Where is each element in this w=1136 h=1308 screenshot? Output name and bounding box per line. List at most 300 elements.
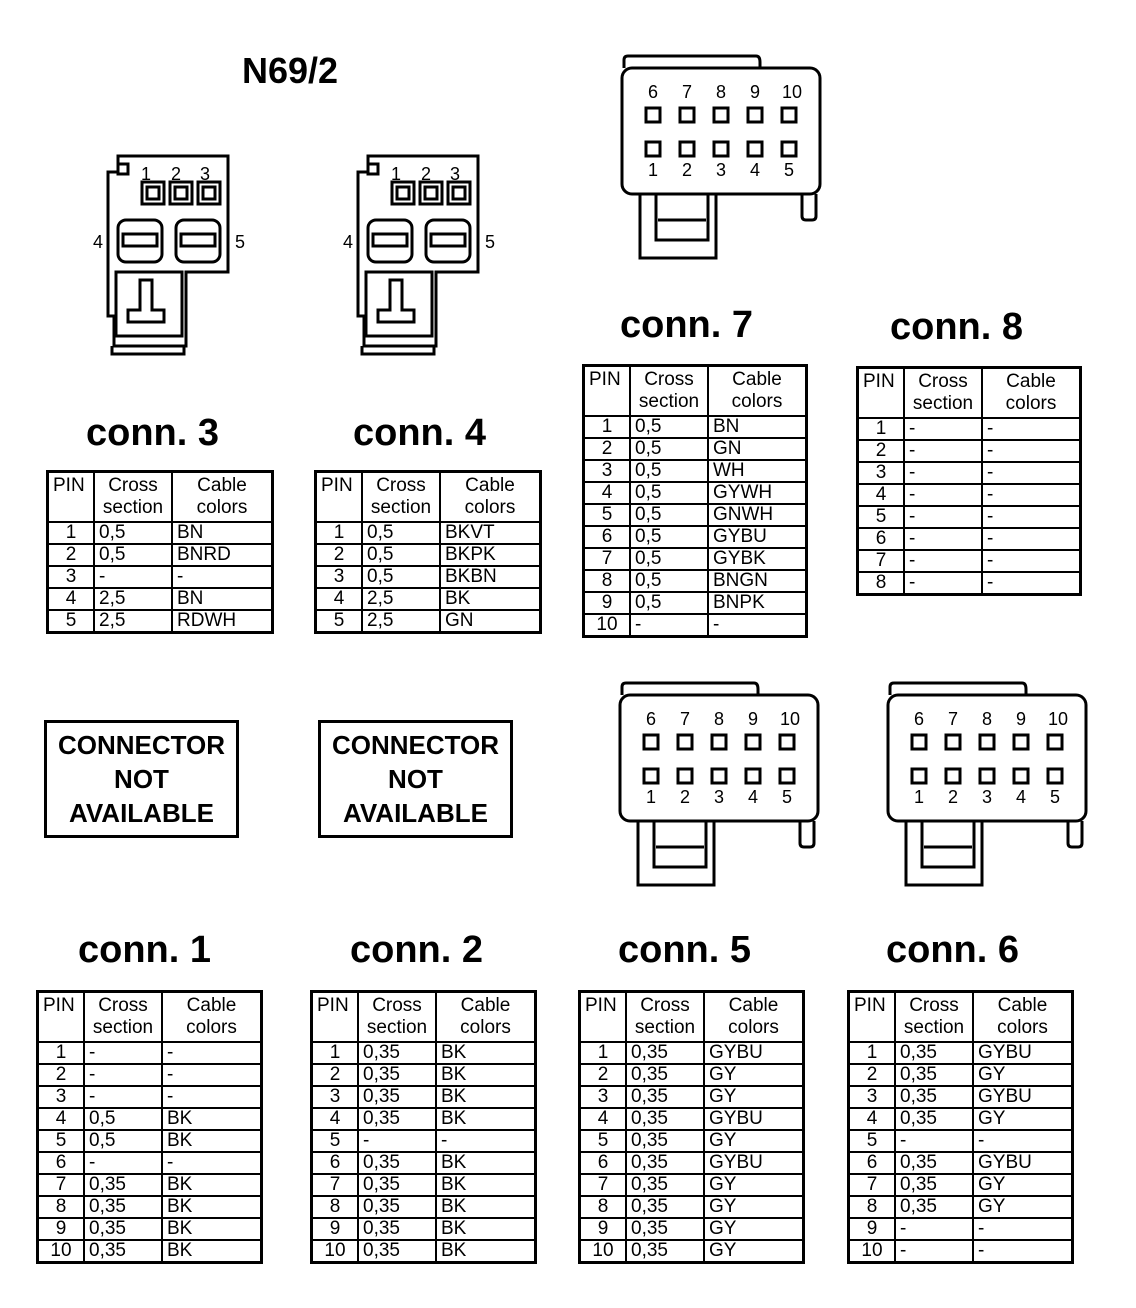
- header-cable-colors: Cable colors: [982, 368, 1081, 419]
- pin-label: 7: [947, 709, 959, 729]
- cross-section-cell: -: [904, 440, 982, 462]
- cable-color-cell: GYBU: [704, 1042, 804, 1064]
- table-row: [858, 572, 1081, 595]
- cross-section-cell: -: [94, 566, 172, 588]
- cable-color-cell: BNRD: [172, 544, 273, 566]
- cable-color-cell: BK: [436, 1240, 536, 1263]
- cable-color-cell: -: [982, 572, 1081, 595]
- pin-label: 8: [715, 82, 727, 102]
- pin-cell: 7: [580, 1174, 627, 1196]
- header-pin: PIN: [38, 992, 85, 1043]
- header-pin: PIN: [312, 992, 359, 1043]
- table-row: [580, 1042, 804, 1064]
- cable-color-cell: -: [436, 1130, 536, 1152]
- table-row: [849, 1130, 1073, 1152]
- pin-cell: 8: [38, 1196, 85, 1218]
- table-row: [849, 1108, 1073, 1130]
- pin-cell: 10: [580, 1240, 627, 1263]
- header-cross-section: Cross section: [84, 992, 162, 1043]
- table-row: [584, 614, 807, 637]
- cross-section-cell: 0,35: [84, 1196, 162, 1218]
- header-cable-colors: Cable colors: [436, 992, 536, 1043]
- cross-section-cell: 0,5: [84, 1108, 162, 1130]
- cable-color-cell: BK: [436, 1174, 536, 1196]
- pin-cell: 5: [38, 1130, 85, 1152]
- cable-color-cell: BN: [708, 416, 807, 438]
- cross-section-cell: 0,35: [358, 1240, 436, 1263]
- header-cross-section: Cross section: [362, 472, 440, 523]
- table-row: [858, 484, 1081, 506]
- table-row: [858, 528, 1081, 550]
- header-cross-section: Cross section: [904, 368, 982, 419]
- table-row: [584, 570, 807, 592]
- pin-label: 3: [713, 787, 725, 807]
- table-row: [38, 1130, 262, 1152]
- cable-color-cell: -: [162, 1042, 262, 1064]
- table-row: [584, 482, 807, 504]
- pin-label: 2: [681, 160, 693, 180]
- pin-label: 2: [947, 787, 959, 807]
- pin-cell: 9: [38, 1218, 85, 1240]
- header-pin: PIN: [48, 472, 95, 523]
- cable-color-cell: GY: [973, 1108, 1073, 1130]
- pin-cell: 4: [48, 588, 95, 610]
- pin-cell: 6: [849, 1152, 896, 1174]
- conn-3-table: [46, 470, 274, 634]
- conn-6-table: [847, 990, 1074, 1264]
- table-header-row: [312, 992, 536, 1043]
- pin-cell: 3: [48, 566, 95, 588]
- table-row: [849, 1086, 1073, 1108]
- cable-color-cell: -: [982, 440, 1081, 462]
- pin-cell: 2: [312, 1064, 359, 1086]
- cross-section-cell: -: [904, 572, 982, 595]
- cross-section-cell: 0,5: [84, 1130, 162, 1152]
- conn-4-title: conn. 4: [353, 412, 487, 454]
- cable-color-cell: GY: [704, 1218, 804, 1240]
- table-row: [48, 522, 273, 544]
- cable-color-cell: GY: [704, 1064, 804, 1086]
- cross-section-cell: 0,5: [630, 416, 708, 438]
- cable-color-cell: -: [982, 418, 1081, 440]
- cable-color-cell: -: [973, 1130, 1073, 1152]
- pin-label: 5: [235, 232, 246, 252]
- cross-section-cell: -: [895, 1218, 973, 1240]
- cross-section-cell: 0,35: [84, 1174, 162, 1196]
- cable-color-cell: GYBU: [704, 1108, 804, 1130]
- pin-cell: 4: [580, 1108, 627, 1130]
- cable-color-cell: BN: [172, 588, 273, 610]
- table-row: [584, 548, 807, 570]
- cross-section-cell: 0,35: [895, 1196, 973, 1218]
- table-row: [312, 1218, 536, 1240]
- pin-cell: 8: [584, 570, 631, 592]
- pin-cell: 4: [849, 1108, 896, 1130]
- table-row: [38, 1108, 262, 1130]
- table-row: [580, 1086, 804, 1108]
- not-available-line: AVAILABLE: [343, 798, 488, 828]
- pin-cell: 6: [858, 528, 905, 550]
- pin-cell: 3: [858, 462, 905, 484]
- header-cross-section: Cross section: [358, 992, 436, 1043]
- pin-cell: 5: [316, 610, 363, 633]
- cross-section-cell: 0,5: [630, 548, 708, 570]
- cross-section-cell: 2,5: [362, 610, 440, 633]
- header-pin: PIN: [316, 472, 363, 523]
- pin-label: 10: [779, 709, 801, 729]
- cross-section-cell: 0,5: [94, 522, 172, 544]
- pin-label: 6: [913, 709, 925, 729]
- not-available-line: CONNECTOR: [331, 730, 500, 760]
- cross-section-cell: 0,5: [630, 438, 708, 460]
- pin-cell: 5: [858, 506, 905, 528]
- table-row: [858, 506, 1081, 528]
- table-row: [312, 1108, 536, 1130]
- table-row: [316, 588, 541, 610]
- table-header-row: [584, 366, 807, 417]
- cable-color-cell: BNGN: [708, 570, 807, 592]
- cable-color-cell: GYBU: [973, 1086, 1073, 1108]
- pin-label: 4: [747, 787, 759, 807]
- pin-label: 4: [343, 232, 354, 252]
- cross-section-cell: 0,35: [895, 1086, 973, 1108]
- cable-color-cell: -: [973, 1240, 1073, 1263]
- pin-label: 7: [681, 82, 693, 102]
- cross-section-cell: 0,35: [84, 1240, 162, 1263]
- pin-cell: 3: [584, 460, 631, 482]
- table-row: [316, 566, 541, 588]
- table-row: [584, 526, 807, 548]
- pin-cell: 2: [580, 1064, 627, 1086]
- table-row: [312, 1196, 536, 1218]
- cable-color-cell: GYBU: [973, 1152, 1073, 1174]
- cable-color-cell: -: [982, 506, 1081, 528]
- pin-cell: 4: [584, 482, 631, 504]
- cable-color-cell: GY: [704, 1196, 804, 1218]
- conn-6-title: conn. 6: [886, 929, 1020, 971]
- table-row: [312, 1240, 536, 1263]
- conn-1-table: [36, 990, 263, 1264]
- cable-color-cell: -: [708, 614, 807, 637]
- pin-label: 5: [783, 160, 795, 180]
- cable-color-cell: BK: [436, 1042, 536, 1064]
- table-header-row: [38, 992, 262, 1043]
- table-row: [580, 1240, 804, 1263]
- pin-cell: 1: [38, 1042, 85, 1064]
- table-header-row: [316, 472, 541, 523]
- pin-cell: 8: [312, 1196, 359, 1218]
- cross-section-cell: 0,35: [358, 1042, 436, 1064]
- cross-section-cell: -: [895, 1130, 973, 1152]
- pin-cell: 5: [312, 1130, 359, 1152]
- cross-section-cell: 0,5: [362, 522, 440, 544]
- pin-label: 3: [981, 787, 993, 807]
- table-row: [312, 1152, 536, 1174]
- pin-cell: 1: [580, 1042, 627, 1064]
- pin-cell: 6: [584, 526, 631, 548]
- pin-cell: 7: [38, 1174, 85, 1196]
- cross-section-cell: 0,35: [626, 1196, 704, 1218]
- cable-color-cell: BK: [440, 588, 541, 610]
- header-cable-colors: Cable colors: [440, 472, 541, 523]
- cross-section-cell: 0,5: [630, 460, 708, 482]
- header-cross-section: Cross section: [630, 366, 708, 417]
- cable-color-cell: BKBN: [440, 566, 541, 588]
- cross-section-cell: 0,5: [362, 566, 440, 588]
- table-header-row: [858, 368, 1081, 419]
- table-row: [849, 1064, 1073, 1086]
- cable-color-cell: GYBK: [708, 548, 807, 570]
- pin-label: 3: [200, 164, 211, 184]
- cross-section-cell: 0,35: [626, 1240, 704, 1263]
- cross-section-cell: 0,35: [626, 1130, 704, 1152]
- table-row: [316, 522, 541, 544]
- pin-cell: 8: [858, 572, 905, 595]
- cable-color-cell: WH: [708, 460, 807, 482]
- pin-cell: 1: [858, 418, 905, 440]
- pin-label: 4: [749, 160, 761, 180]
- pin-cell: 7: [849, 1174, 896, 1196]
- cable-color-cell: GYWH: [708, 482, 807, 504]
- conn-7-title: conn. 7: [620, 304, 754, 346]
- cable-color-cell: BK: [162, 1108, 262, 1130]
- pin-cell: 4: [858, 484, 905, 506]
- cross-section-cell: 0,35: [895, 1152, 973, 1174]
- cross-section-cell: 0,5: [630, 592, 708, 614]
- cross-section-cell: 0,35: [626, 1174, 704, 1196]
- pin-label: 8: [981, 709, 993, 729]
- cable-color-cell: BKPK: [440, 544, 541, 566]
- cable-color-cell: -: [982, 528, 1081, 550]
- pin-cell: 6: [38, 1152, 85, 1174]
- cross-section-cell: 0,35: [895, 1174, 973, 1196]
- table-row: [38, 1240, 262, 1263]
- pin-cell: 4: [38, 1108, 85, 1130]
- pin-cell: 2: [38, 1064, 85, 1086]
- cross-section-cell: -: [904, 528, 982, 550]
- cable-color-cell: -: [162, 1064, 262, 1086]
- pin-label: 10: [1047, 709, 1069, 729]
- table-row: [580, 1174, 804, 1196]
- table-row: [48, 566, 273, 588]
- conn-2-table: [310, 990, 537, 1264]
- pin-cell: 3: [849, 1086, 896, 1108]
- cross-section-cell: 0,35: [358, 1196, 436, 1218]
- table-row: [38, 1174, 262, 1196]
- cable-color-cell: -: [982, 550, 1081, 572]
- pin-label: 3: [450, 164, 461, 184]
- table-row: [849, 1152, 1073, 1174]
- header-cable-colors: Cable colors: [162, 992, 262, 1043]
- cross-section-cell: 0,35: [358, 1174, 436, 1196]
- table-row: [38, 1064, 262, 1086]
- header-cable-colors: Cable colors: [973, 992, 1073, 1043]
- table-row: [584, 416, 807, 438]
- cross-section-cell: -: [904, 506, 982, 528]
- pin-cell: 5: [584, 504, 631, 526]
- pin-cell: 3: [316, 566, 363, 588]
- cable-color-cell: BK: [162, 1240, 262, 1263]
- table-row: [580, 1130, 804, 1152]
- pin-label: 5: [1049, 787, 1061, 807]
- cross-section-cell: 0,35: [626, 1042, 704, 1064]
- pin-cell: 4: [316, 588, 363, 610]
- table-row: [580, 1152, 804, 1174]
- table-row: [580, 1218, 804, 1240]
- cable-color-cell: BK: [162, 1174, 262, 1196]
- pin-cell: 2: [584, 438, 631, 460]
- conn-5-table: [578, 990, 805, 1264]
- cable-color-cell: BK: [436, 1108, 536, 1130]
- pin-cell: 6: [312, 1152, 359, 1174]
- table-row: [38, 1086, 262, 1108]
- pin-cell: 1: [48, 522, 95, 544]
- table-header-row: [580, 992, 804, 1043]
- cable-color-cell: GY: [973, 1196, 1073, 1218]
- cross-section-cell: -: [84, 1086, 162, 1108]
- conn-8-title: conn. 8: [890, 306, 1024, 348]
- conn-4-table: [314, 470, 542, 634]
- conn-5-title: conn. 5: [618, 929, 752, 971]
- table-row: [38, 1042, 262, 1064]
- cross-section-cell: 0,35: [895, 1064, 973, 1086]
- table-row: [312, 1174, 536, 1196]
- cable-color-cell: GN: [440, 610, 541, 633]
- pin-cell: 9: [580, 1218, 627, 1240]
- ten-pin-connector-drawing-conn6: [878, 679, 1093, 894]
- pin-label: 2: [171, 164, 182, 184]
- pin-cell: 9: [849, 1218, 896, 1240]
- cross-section-cell: 2,5: [94, 588, 172, 610]
- cross-section-cell: 0,35: [626, 1086, 704, 1108]
- table-row: [584, 438, 807, 460]
- pin-cell: 10: [849, 1240, 896, 1263]
- cross-section-cell: 0,35: [626, 1152, 704, 1174]
- table-row: [38, 1152, 262, 1174]
- cable-color-cell: -: [162, 1086, 262, 1108]
- table-row: [849, 1218, 1073, 1240]
- table-row: [849, 1196, 1073, 1218]
- pin-label: 3: [715, 160, 727, 180]
- cross-section-cell: -: [358, 1130, 436, 1152]
- cable-color-cell: BK: [162, 1218, 262, 1240]
- pin-cell: 7: [858, 550, 905, 572]
- table-row: [584, 592, 807, 614]
- cross-section-cell: 2,5: [362, 588, 440, 610]
- pin-cell: 5: [580, 1130, 627, 1152]
- header-cable-colors: Cable colors: [704, 992, 804, 1043]
- pin-cell: 6: [580, 1152, 627, 1174]
- pin-cell: 9: [584, 592, 631, 614]
- pin-label: 1: [647, 160, 659, 180]
- cable-color-cell: GNWH: [708, 504, 807, 526]
- connector-not-available-box-1: [44, 720, 239, 838]
- table-row: [312, 1130, 536, 1152]
- pin-cell: 3: [38, 1086, 85, 1108]
- pin-label: 1: [391, 164, 402, 184]
- table-row: [312, 1042, 536, 1064]
- page-title: N69/2: [242, 50, 339, 91]
- header-cross-section: Cross section: [94, 472, 172, 523]
- cable-color-cell: GY: [973, 1174, 1073, 1196]
- cable-color-cell: GY: [704, 1130, 804, 1152]
- table-row: [580, 1196, 804, 1218]
- cross-section-cell: -: [84, 1042, 162, 1064]
- five-pin-connector-drawing-left: [90, 150, 246, 360]
- pin-label: 9: [1015, 709, 1027, 729]
- pin-label: 1: [645, 787, 657, 807]
- pin-cell: 9: [312, 1218, 359, 1240]
- cable-color-cell: GY: [973, 1064, 1073, 1086]
- cable-color-cell: GY: [704, 1086, 804, 1108]
- cross-section-cell: 0,5: [630, 570, 708, 592]
- table-row: [849, 1174, 1073, 1196]
- pin-label: 2: [421, 164, 432, 184]
- header-pin: PIN: [858, 368, 905, 419]
- table-row: [858, 440, 1081, 462]
- table-row: [312, 1086, 536, 1108]
- table-row: [48, 588, 273, 610]
- conn-3-title: conn. 3: [86, 412, 220, 454]
- pin-cell: 3: [580, 1086, 627, 1108]
- cross-section-cell: 0,5: [630, 526, 708, 548]
- pin-cell: 7: [312, 1174, 359, 1196]
- cable-color-cell: BN: [172, 522, 273, 544]
- pin-cell: 2: [316, 544, 363, 566]
- pin-cell: 10: [312, 1240, 359, 1263]
- table-row: [584, 460, 807, 482]
- ten-pin-connector-drawing-top: [612, 52, 827, 267]
- not-available-line: NOT: [114, 764, 169, 794]
- header-cross-section: Cross section: [626, 992, 704, 1043]
- cable-color-cell: GYBU: [704, 1152, 804, 1174]
- pin-cell: 1: [584, 416, 631, 438]
- cable-color-cell: -: [982, 484, 1081, 506]
- pin-label: 5: [781, 787, 793, 807]
- table-row: [48, 544, 273, 566]
- cable-color-cell: BK: [436, 1152, 536, 1174]
- cross-section-cell: 2,5: [94, 610, 172, 633]
- cross-section-cell: 0,35: [84, 1218, 162, 1240]
- cross-section-cell: 0,35: [626, 1064, 704, 1086]
- conn-7-table: [582, 364, 808, 638]
- conn-8-table: [856, 366, 1082, 596]
- cross-section-cell: 0,5: [362, 544, 440, 566]
- cable-color-cell: -: [162, 1152, 262, 1174]
- pin-label: 7: [679, 709, 691, 729]
- cross-section-cell: -: [904, 550, 982, 572]
- cable-color-cell: RDWH: [172, 610, 273, 633]
- pin-label: 6: [647, 82, 659, 102]
- pin-cell: 2: [858, 440, 905, 462]
- cross-section-cell: -: [904, 484, 982, 506]
- pin-cell: 2: [849, 1064, 896, 1086]
- not-available-line: CONNECTOR: [57, 730, 226, 760]
- table-row: [38, 1196, 262, 1218]
- cable-color-cell: -: [982, 462, 1081, 484]
- cross-section-cell: 0,35: [895, 1108, 973, 1130]
- table-row: [48, 610, 273, 633]
- cable-color-cell: BK: [162, 1196, 262, 1218]
- cable-color-cell: GY: [704, 1174, 804, 1196]
- cross-section-cell: 0,5: [630, 504, 708, 526]
- table-row: [858, 462, 1081, 484]
- table-row: [38, 1218, 262, 1240]
- cable-color-cell: BK: [436, 1218, 536, 1240]
- pin-cell: 8: [849, 1196, 896, 1218]
- not-available-line: AVAILABLE: [69, 798, 214, 828]
- cable-color-cell: BK: [436, 1064, 536, 1086]
